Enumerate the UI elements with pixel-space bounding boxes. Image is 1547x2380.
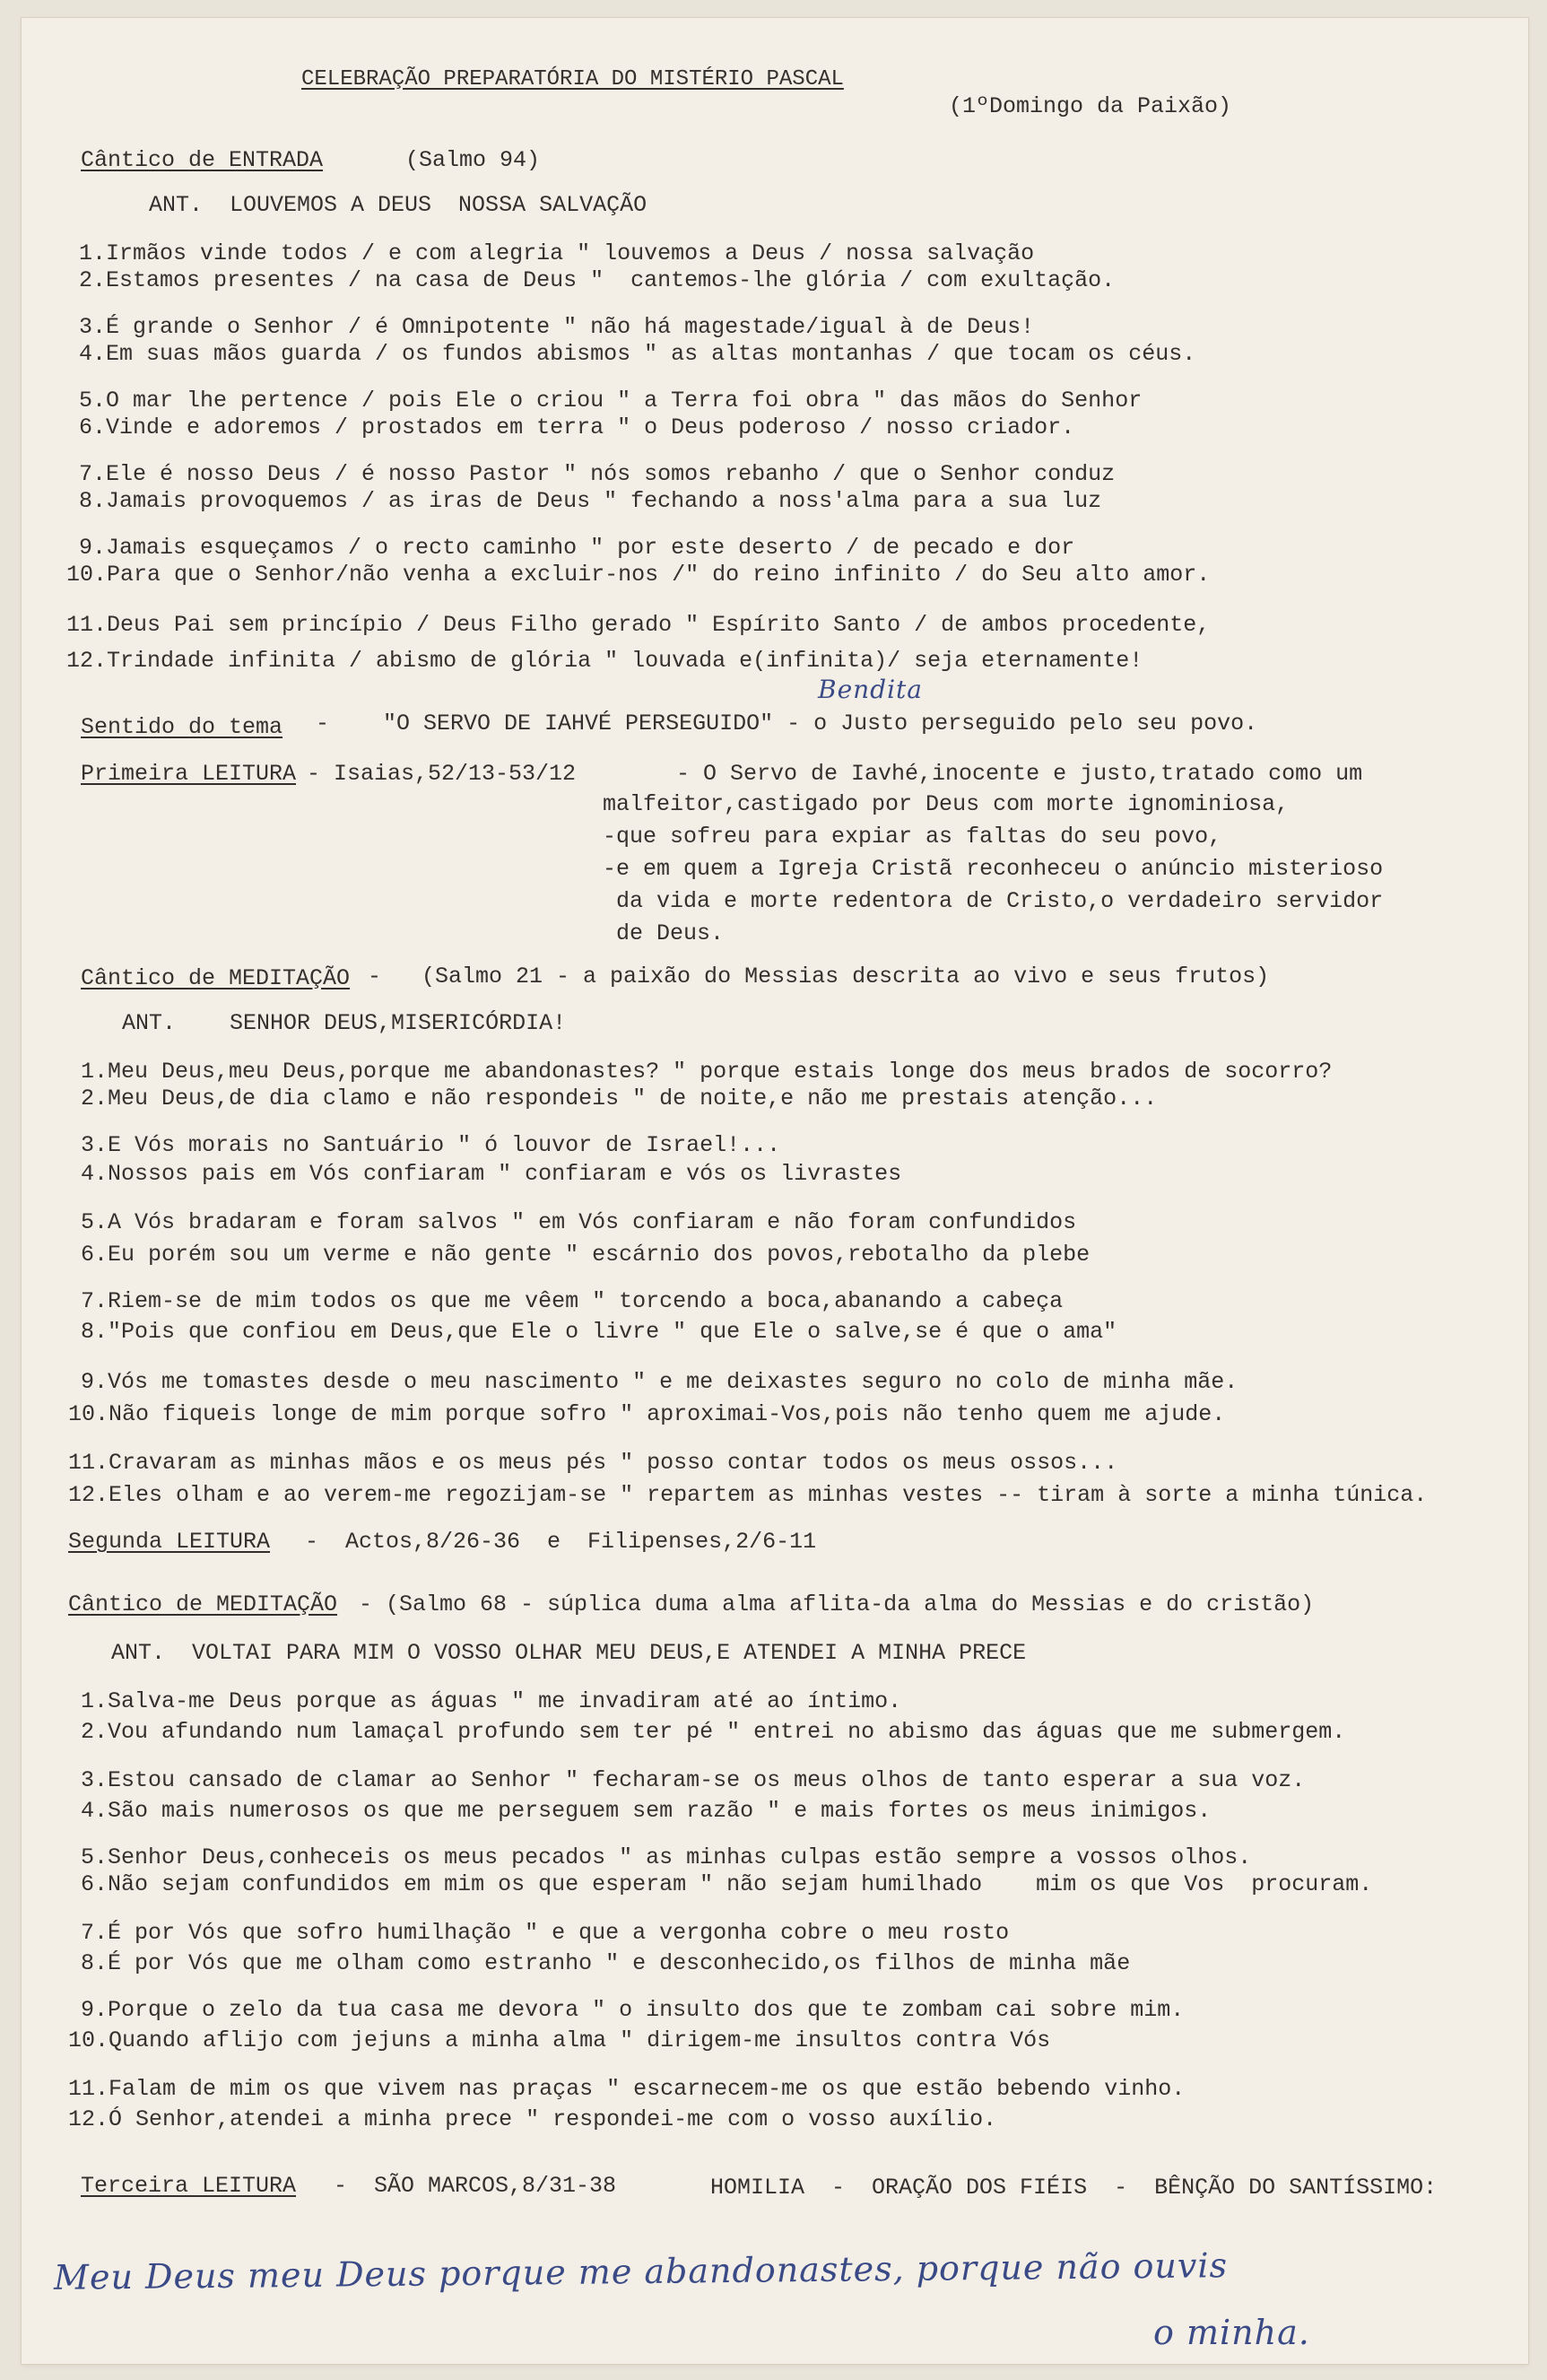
primeira-label: Primeira LEITURA — [81, 761, 297, 787]
entrada-verse: 6.Vinde e adoremos / prostados em terra " o Deus poderoso / nosso criador. — [79, 414, 1075, 440]
meditacao1-psalm: - (Salmo 21 - a paixão do Messias descrita ao vivo e seus frutos) — [368, 963, 1270, 989]
meditacao1-verse: 11.Cravaram as minhas mãos e os meus pés " posso contar todos os meus ossos... — [68, 1450, 1118, 1476]
meditacao2-verse: 3.Estou cansado de clamar ao Senhor " fecharam-se os meus olhos de tanto esperar a sua voz. — [81, 1767, 1306, 1793]
meditacao2-verse: 2.Vou afundando num lamaçal profundo sem ter pé " entrei no abismo das águas que me submergem. — [81, 1719, 1346, 1745]
meditacao2-verse: 12.Ó Senhor,atendei a minha prece " respondei-me com o vosso auxílio. — [68, 2106, 997, 2132]
segunda-label: Segunda LEITURA — [68, 1529, 271, 1555]
meditacao2-verse: 4.São mais numerosos os que me perseguem sem razão " e mais fortes os meus inimigos. — [81, 1798, 1212, 1824]
entrada-verse: 5.O mar lhe pertence / pois Ele o criou " a Terra foi obra " das mãos do Senhor — [79, 388, 1143, 414]
meditacao2-verse: 8.É por Vós que me olham como estranho " e desconhecido,os filhos de minha mãe — [81, 1950, 1131, 1976]
entrada-verse: 8.Jamais provoquemos / as iras de Deus " fechando a noss'alma para a sua luz — [79, 488, 1102, 514]
entrada-verse: 10.Para que o Senhor/não venha a excluir-nos /" do reino infinito / do Seu alto amor. — [66, 562, 1211, 588]
meditacao2-verse: 6.Não sejam confundidos em mim os que esperam " não sejam humilhado mim os que Vos procuram. — [81, 1871, 1373, 1897]
meditacao1-label: Cântico de MEDITAÇÃO — [81, 965, 351, 991]
terceira-ref: - SÃO MARCOS,8/31-38 — [334, 2173, 617, 2199]
meditacao2-verse: 10.Quando aflijo com jejuns a minha alma " dirigem-me insultos contra Vós — [68, 2027, 1051, 2053]
entrada-psalm: (Salmo 94) — [405, 147, 541, 173]
meditacao2-verse: 1.Salva-me Deus porque as águas " me invadiram até ao íntimo. — [81, 1688, 902, 1714]
entrada-label: Cântico de ENTRADA — [81, 147, 324, 173]
sentido-text: - "O SERVO DE IAHVÉ PERSEGUIDO" - o Justo perseguido pelo seu povo. — [316, 711, 1258, 737]
meditacao2-verse: 7.É por Vós que sofro humilhação " e que a vergonha cobre o meu rosto — [81, 1920, 1010, 1946]
meditacao2-psalm: - (Salmo 68 - súplica duma alma aflita-da alma do Messias e do cristão) — [359, 1591, 1315, 1617]
entrada-antiphon: ANT. LOUVEMOS A DEUS NOSSA SALVAÇÃO — [149, 192, 647, 218]
handwritten-footer-line: o minha. — [1153, 2313, 1310, 2352]
primeira-line: malfeitor,castigado por Deus com morte ignominiosa, — [603, 791, 1290, 817]
meditacao2-verse: 9.Porque o zelo da tua casa me devora " o insulto dos que te zombam cai sobre mim. — [81, 1997, 1185, 2023]
primeira-ref: - Isaias,52/13-53/12 — [307, 761, 577, 787]
handwritten-note: Bendita — [818, 675, 924, 704]
document-subtitle: (1ºDomingo da Paixão) — [949, 93, 1232, 119]
meditacao1-verse: 3.E Vós morais no Santuário " ó louvor de Israel!... — [81, 1132, 781, 1158]
meditacao2-verse: 11.Falam de mim os que vivem nas praças " escarnecem-me os que estão bebendo vinho. — [68, 2076, 1186, 2102]
meditacao2-verse: 5.Senhor Deus,conheceis os meus pecados " as minhas culpas estão sempre a vossos olhos. — [81, 1844, 1252, 1870]
terceira-rest: HOMILIA - ORAÇÃO DOS FIÉIS - BÊNÇÃO DO SANTÍSSIMO: — [710, 2175, 1438, 2201]
entrada-verse: 3.É grande o Senhor / é Omnipotente " não há magestade/igual à de Deus! — [79, 314, 1035, 340]
handwritten-footer-line: Meu Deus meu Deus porque me abandonastes, porque não ouvis — [53, 2245, 1229, 2297]
sentido-label: Sentido do tema — [81, 714, 283, 740]
entrada-verse: 1.Irmãos vinde todos / e com alegria " louvemos a Deus / nossa salvação — [79, 240, 1035, 266]
meditacao1-verse: 9.Vós me tomastes desde o meu nascimento " e me deixastes seguro no colo de minha mãe. — [81, 1369, 1238, 1395]
meditacao1-verse: 4.Nossos pais em Vós confiaram " confiaram e vós os livrastes — [81, 1161, 902, 1187]
meditacao2-antiphon: ANT. VOLTAI PARA MIM O VOSSO OLHAR MEU DEUS,E ATENDEI A MINHA PRECE — [111, 1640, 1027, 1666]
meditacao1-verse: 1.Meu Deus,meu Deus,porque me abandonastes? " porque estais longe dos meus brados de socorro? — [81, 1059, 1333, 1085]
segunda-ref: - Actos,8/26-36 e Filipenses,2/6-11 — [305, 1529, 817, 1555]
meditacao1-verse: 8."Pois que confiou em Deus,que Ele o livre " que Ele o salve,se é que o ama" — [81, 1319, 1117, 1345]
entrada-verse: 9.Jamais esqueçamos / o recto caminho " por este deserto / de pecado e dor — [79, 535, 1075, 561]
meditacao2-label: Cântico de MEDITAÇÃO — [68, 1591, 338, 1617]
meditacao1-verse: 10.Não fiqueis longe de mim porque sofro " aproximai-Vos,pois não tenho quem me ajude. — [68, 1401, 1226, 1427]
meditacao1-verse: 12.Eles olham e ao verem-me regozijam-se " repartem as minhas vestes -- tiram à sorte a minha túnica. — [68, 1482, 1428, 1508]
document-title: CELEBRAÇÃO PREPARATÓRIA DO MISTÉRIO PASCAL — [301, 67, 844, 92]
terceira-label: Terceira LEITURA — [81, 2173, 297, 2199]
primeira-line: -que sofreu para expiar as faltas do seu povo, — [603, 824, 1222, 850]
primeira-line: -e em quem a Igreja Cristã reconheceu o anúncio misterioso — [603, 856, 1384, 882]
meditacao1-verse: 5.A Vós bradaram e foram salvos " em Vós confiaram e não foram confundidos — [81, 1209, 1077, 1235]
meditacao1-verse: 6.Eu porém sou um verme e não gente " escárnio dos povos,rebotalho da plebe — [81, 1242, 1091, 1268]
entrada-verse: 12.Trindade infinita / abismo de glória " louvada e(infinita)/ seja eternamente! — [66, 648, 1143, 674]
meditacao1-verse: 2.Meu Deus,de dia clamo e não respondeis " de noite,e não me prestais atenção... — [81, 1085, 1158, 1112]
entrada-verse: 2.Estamos presentes / na casa de Deus " cantemos-lhe glória / com exultação. — [79, 267, 1116, 293]
entrada-verse: 11.Deus Pai sem princípio / Deus Filho gerado " Espírito Santo / de ambos procedente, — [66, 612, 1211, 638]
entrada-verse: 7.Ele é nosso Deus / é nosso Pastor " nós somos rebanho / que o Senhor conduz — [79, 461, 1116, 487]
primeira-line: da vida e morte redentora de Cristo,o verdadeiro servidor — [603, 888, 1384, 914]
primeira-line: - O Servo de Iavhé,inocente e justo,tratado como um — [676, 761, 1363, 787]
meditacao1-antiphon: ANT. SENHOR DEUS,MISERICÓRDIA! — [122, 1010, 567, 1036]
meditacao1-verse: 7.Riem-se de mim todos os que me vêem " torcendo a boca,abanando a cabeça — [81, 1288, 1064, 1314]
primeira-line: de Deus. — [603, 920, 725, 946]
entrada-verse: 4.Em suas mãos guarda / os fundos abismos " as altas montanhas / que tocam os céus. — [79, 341, 1196, 367]
